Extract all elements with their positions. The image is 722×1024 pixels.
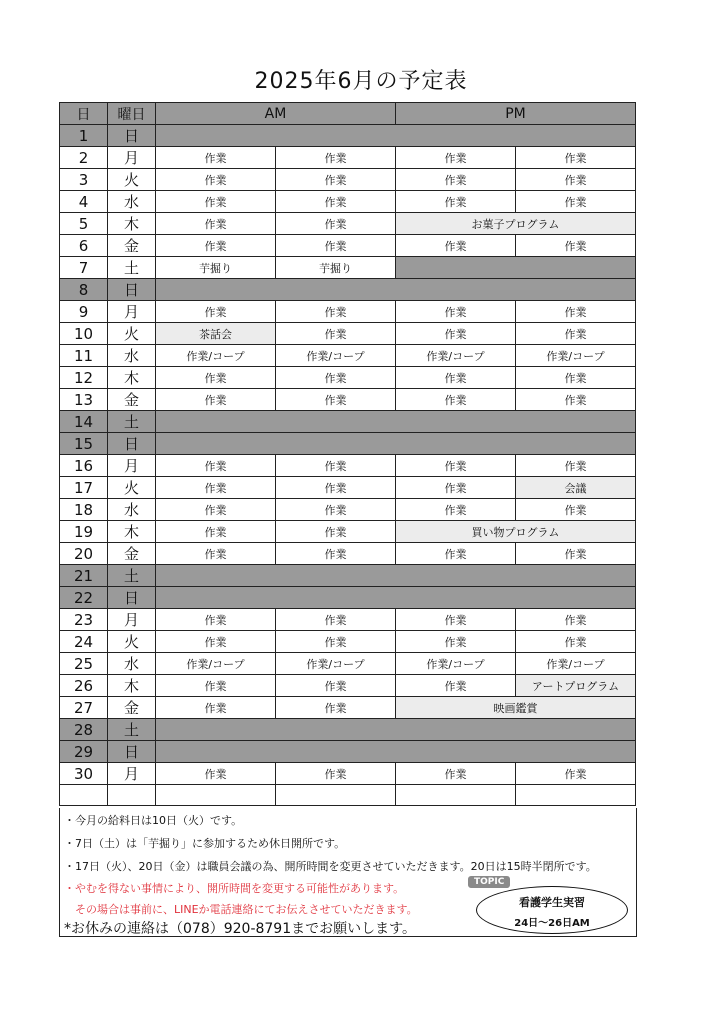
activity-cell: 作業/コープ xyxy=(276,653,396,675)
activity-cell: 作業 xyxy=(516,499,636,521)
activity-cell: 作業 xyxy=(396,455,516,477)
day-number: 24 xyxy=(60,631,108,653)
activity-cell: 作業 xyxy=(156,389,276,411)
activity-cell: 作業 xyxy=(156,477,276,499)
note-meeting: ・17日（火）、20日（金）は職員会議の為、開所時間を変更させていただきます。20日は15時半閉所です。 xyxy=(64,860,597,873)
blank-row xyxy=(60,785,636,806)
blank-cell xyxy=(156,785,276,806)
note-payday: ・今月の給料日は10日（火）です。 xyxy=(64,814,243,827)
activity-cell: 作業 xyxy=(156,367,276,389)
activity-cell: 作業 xyxy=(516,631,636,653)
activity-cell: 作業 xyxy=(396,367,516,389)
topic-title: 看護学生実習 xyxy=(519,896,585,909)
weekday: 金 xyxy=(108,389,156,411)
schedule-row xyxy=(60,147,636,169)
day-number: 11 xyxy=(60,345,108,367)
weekday: 木 xyxy=(108,675,156,697)
activity-cell: 作業 xyxy=(156,147,276,169)
activity-cell: 作業 xyxy=(516,235,636,257)
activity-cell: 作業/コープ xyxy=(396,345,516,367)
schedule-row xyxy=(60,279,636,301)
topic-tag: TOPIC xyxy=(468,876,510,888)
closed-cell xyxy=(156,433,636,455)
activity-cell: 作業 xyxy=(276,323,396,345)
weekday: 土 xyxy=(108,565,156,587)
activity-cell: 作業 xyxy=(276,389,396,411)
activity-cell: 作業 xyxy=(156,235,276,257)
activity-cell: 作業 xyxy=(156,169,276,191)
activity-cell: 作業 xyxy=(156,191,276,213)
weekday: 月 xyxy=(108,763,156,785)
activity-cell: 作業 xyxy=(396,301,516,323)
schedule-row xyxy=(60,719,636,741)
schedule-row xyxy=(60,389,636,411)
closed-cell xyxy=(156,411,636,433)
day-number: 8 xyxy=(60,279,108,301)
activity-cell: 作業 xyxy=(156,213,276,235)
activity-cell: 作業/コープ xyxy=(396,653,516,675)
activity-cell: 作業 xyxy=(516,367,636,389)
activity-cell: 作業 xyxy=(516,763,636,785)
activity-cell: 作業 xyxy=(396,499,516,521)
activity-cell: 作業 xyxy=(276,521,396,543)
activity-cell: 作業 xyxy=(156,763,276,785)
activity-cell: 作業 xyxy=(276,609,396,631)
weekday: 土 xyxy=(108,411,156,433)
weekday: 水 xyxy=(108,499,156,521)
activity-cell: 作業 xyxy=(396,191,516,213)
weekday: 月 xyxy=(108,301,156,323)
activity-cell: 作業 xyxy=(156,631,276,653)
activity-cell: 作業 xyxy=(396,763,516,785)
weekday: 水 xyxy=(108,191,156,213)
activity-cell: 作業 xyxy=(276,543,396,565)
header-pm: PM xyxy=(396,103,636,125)
activity-cell: 作業 xyxy=(516,301,636,323)
weekday: 土 xyxy=(108,257,156,279)
weekday: 日 xyxy=(108,125,156,147)
day-number: 27 xyxy=(60,697,108,719)
day-number: 20 xyxy=(60,543,108,565)
schedule-row xyxy=(60,521,636,543)
activity-cell: 作業 xyxy=(396,609,516,631)
page-title: 2025年6月の予定表 xyxy=(254,69,468,94)
day-number: 23 xyxy=(60,609,108,631)
day-number: 9 xyxy=(60,301,108,323)
weekday: 月 xyxy=(108,609,156,631)
activity-cell xyxy=(396,257,636,279)
activity-cell: 作業 xyxy=(516,543,636,565)
day-number: 25 xyxy=(60,653,108,675)
blank-cell xyxy=(276,785,396,806)
activity-cell: アートプログラム xyxy=(516,675,636,697)
schedule-row xyxy=(60,125,636,147)
note-absence-contact: *お休みの連絡は（078）920-8791までお願いします。 xyxy=(64,921,417,937)
weekday: 水 xyxy=(108,345,156,367)
activity-cell: 作業 xyxy=(396,477,516,499)
activity-cell: 作業 xyxy=(276,455,396,477)
schedule-row xyxy=(60,741,636,763)
activity-cell: 会議 xyxy=(516,477,636,499)
schedule-row xyxy=(60,323,636,345)
weekday: 金 xyxy=(108,235,156,257)
weekday: 木 xyxy=(108,213,156,235)
activity-cell: 作業 xyxy=(396,235,516,257)
activity-cell: 映画鑑賞 xyxy=(396,697,636,719)
schedule-row xyxy=(60,587,636,609)
activity-cell: 作業 xyxy=(396,631,516,653)
activity-cell: 作業/コープ xyxy=(516,345,636,367)
weekday: 火 xyxy=(108,323,156,345)
activity-cell: 作業 xyxy=(156,455,276,477)
schedule-row xyxy=(60,477,636,499)
activity-cell: 買い物プログラム xyxy=(396,521,636,543)
schedule-row xyxy=(60,763,636,785)
weekday: 火 xyxy=(108,169,156,191)
note-change-warning: ・やむを得ない事情により、開所時間を変更する可能性があります。 xyxy=(64,882,405,895)
day-number: 12 xyxy=(60,367,108,389)
activity-cell: お菓子プログラム xyxy=(396,213,636,235)
day-number: 13 xyxy=(60,389,108,411)
activity-cell: 作業 xyxy=(156,609,276,631)
weekday: 金 xyxy=(108,697,156,719)
activity-cell: 芋掘り xyxy=(276,257,396,279)
activity-cell: 作業 xyxy=(156,697,276,719)
weekday: 火 xyxy=(108,477,156,499)
topic-oval xyxy=(476,886,628,934)
closed-cell xyxy=(156,125,636,147)
schedule-row xyxy=(60,499,636,521)
activity-cell: 作業 xyxy=(276,301,396,323)
schedule-row xyxy=(60,367,636,389)
schedule-table xyxy=(59,102,636,806)
header-weekday: 曜日 xyxy=(108,103,156,125)
activity-cell: 作業 xyxy=(396,323,516,345)
day-number: 14 xyxy=(60,411,108,433)
day-number: 2 xyxy=(60,147,108,169)
activity-cell: 作業 xyxy=(276,147,396,169)
note-open-day: ・7日（土）は「芋掘り」に参加するため休日開所です。 xyxy=(64,837,346,850)
schedule-row xyxy=(60,609,636,631)
activity-cell: 茶話会 xyxy=(156,323,276,345)
day-number: 28 xyxy=(60,719,108,741)
blank-cell xyxy=(108,785,156,806)
topic-date: 24日～26日AM xyxy=(514,918,590,929)
activity-cell: 作業 xyxy=(276,763,396,785)
activity-cell: 作業 xyxy=(516,609,636,631)
closed-cell xyxy=(156,741,636,763)
closed-cell xyxy=(156,565,636,587)
activity-cell: 作業 xyxy=(156,521,276,543)
activity-cell: 作業 xyxy=(516,147,636,169)
activity-cell: 芋掘り xyxy=(156,257,276,279)
activity-cell: 作業/コープ xyxy=(516,653,636,675)
activity-cell: 作業 xyxy=(276,213,396,235)
activity-cell: 作業 xyxy=(276,367,396,389)
day-number: 29 xyxy=(60,741,108,763)
weekday: 日 xyxy=(108,741,156,763)
note-contact-method: その場合は事前に、LINEか電話連絡にてお伝えさせていただきます。 xyxy=(64,903,418,916)
schedule-row xyxy=(60,191,636,213)
day-number: 15 xyxy=(60,433,108,455)
activity-cell: 作業 xyxy=(396,147,516,169)
blank-cell xyxy=(396,785,516,806)
day-number: 16 xyxy=(60,455,108,477)
day-number: 21 xyxy=(60,565,108,587)
day-number: 30 xyxy=(60,763,108,785)
day-number: 22 xyxy=(60,587,108,609)
day-number: 4 xyxy=(60,191,108,213)
blank-cell xyxy=(60,785,108,806)
schedule-row xyxy=(60,543,636,565)
day-number: 18 xyxy=(60,499,108,521)
activity-cell: 作業 xyxy=(516,455,636,477)
activity-cell: 作業 xyxy=(276,191,396,213)
activity-cell: 作業 xyxy=(276,477,396,499)
activity-cell: 作業 xyxy=(276,631,396,653)
schedule-row xyxy=(60,301,636,323)
header-day: 日 xyxy=(60,103,108,125)
activity-cell: 作業/コープ xyxy=(276,345,396,367)
schedule-row xyxy=(60,675,636,697)
activity-cell: 作業 xyxy=(516,323,636,345)
activity-cell: 作業 xyxy=(396,675,516,697)
day-number: 7 xyxy=(60,257,108,279)
weekday: 木 xyxy=(108,521,156,543)
activity-cell: 作業 xyxy=(276,697,396,719)
schedule-row xyxy=(60,345,636,367)
schedule-row xyxy=(60,697,636,719)
weekday: 木 xyxy=(108,367,156,389)
weekday: 日 xyxy=(108,433,156,455)
closed-cell xyxy=(156,587,636,609)
schedule-row xyxy=(60,411,636,433)
day-number: 1 xyxy=(60,125,108,147)
schedule-row xyxy=(60,455,636,477)
day-number: 6 xyxy=(60,235,108,257)
schedule-row xyxy=(60,631,636,653)
schedule-row xyxy=(60,257,636,279)
day-number: 5 xyxy=(60,213,108,235)
blank-cell xyxy=(516,785,636,806)
weekday: 土 xyxy=(108,719,156,741)
day-number: 26 xyxy=(60,675,108,697)
activity-cell: 作業 xyxy=(156,675,276,697)
activity-cell: 作業 xyxy=(516,389,636,411)
activity-cell: 作業 xyxy=(516,169,636,191)
activity-cell: 作業 xyxy=(156,543,276,565)
activity-cell: 作業 xyxy=(516,191,636,213)
activity-cell: 作業 xyxy=(276,675,396,697)
schedule-row xyxy=(60,653,636,675)
weekday: 日 xyxy=(108,587,156,609)
weekday: 水 xyxy=(108,653,156,675)
weekday: 火 xyxy=(108,631,156,653)
activity-cell: 作業/コープ xyxy=(156,345,276,367)
activity-cell: 作業/コープ xyxy=(156,653,276,675)
schedule-row xyxy=(60,169,636,191)
schedule-row xyxy=(60,565,636,587)
day-number: 10 xyxy=(60,323,108,345)
weekday: 日 xyxy=(108,279,156,301)
activity-cell: 作業 xyxy=(156,499,276,521)
activity-cell: 作業 xyxy=(156,301,276,323)
closed-cell xyxy=(156,279,636,301)
activity-cell: 作業 xyxy=(276,169,396,191)
day-number: 17 xyxy=(60,477,108,499)
header-am: AM xyxy=(156,103,396,125)
schedule-row xyxy=(60,235,636,257)
closed-cell xyxy=(156,719,636,741)
weekday: 月 xyxy=(108,147,156,169)
header-row xyxy=(60,103,636,125)
day-number: 19 xyxy=(60,521,108,543)
weekday: 月 xyxy=(108,455,156,477)
activity-cell: 作業 xyxy=(396,169,516,191)
day-number: 3 xyxy=(60,169,108,191)
activity-cell: 作業 xyxy=(276,235,396,257)
schedule-row xyxy=(60,213,636,235)
activity-cell: 作業 xyxy=(396,389,516,411)
weekday: 金 xyxy=(108,543,156,565)
schedule-row xyxy=(60,433,636,455)
activity-cell: 作業 xyxy=(276,499,396,521)
activity-cell: 作業 xyxy=(396,543,516,565)
